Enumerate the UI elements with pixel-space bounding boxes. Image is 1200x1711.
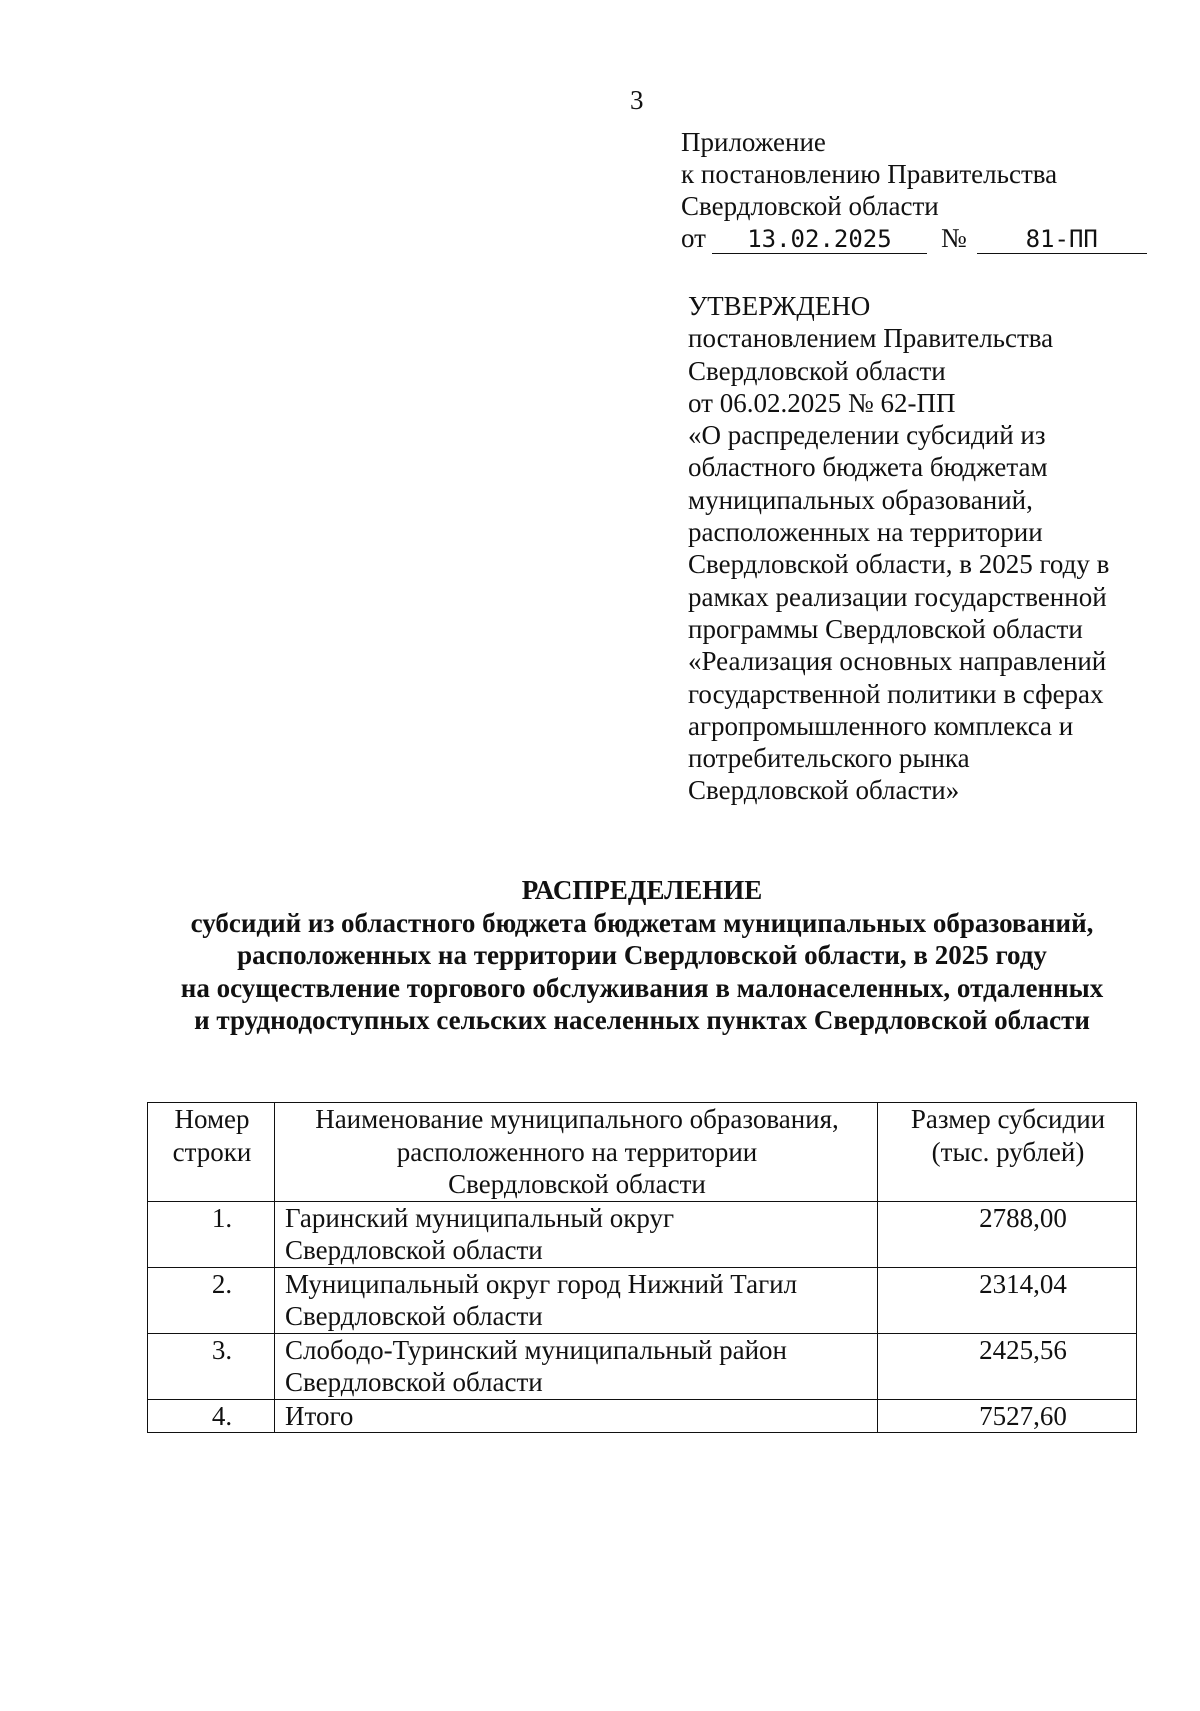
approved-line: программы Свердловской области [688, 613, 1083, 644]
header-subsidy-amount [878, 1103, 1137, 1202]
appendix-date-line [681, 222, 1147, 254]
municipality-name [275, 1201, 878, 1267]
row-number: 2. [148, 1267, 275, 1333]
approved-line: потребительского рынка [688, 743, 970, 774]
approved-line: от 06.02.2025 № 62-ПП [688, 387, 956, 418]
header-text: Номер [174, 1104, 250, 1134]
approved-line: Свердловской области, в 2025 году в [688, 549, 1110, 580]
approved-line: УТВЕРЖДЕНО [688, 291, 871, 321]
row-number: 3. [148, 1333, 275, 1399]
approved-line: «О распределении субсидий из [688, 420, 1046, 451]
header-row-number [148, 1103, 275, 1202]
approved-line: муниципальных образований, [688, 484, 1033, 515]
approved-line: Свердловской области» [688, 775, 960, 806]
name-line: Слободо-Туринский муниципальный район [285, 1334, 787, 1365]
row-number: 1. [148, 1201, 275, 1267]
subsidy-amount: 7527,60 [878, 1399, 1137, 1433]
approved-line: областного бюджета бюджетам [688, 452, 1048, 483]
header-text: расположенного на территории [396, 1136, 758, 1167]
municipality-name [275, 1267, 878, 1333]
header-text: Размер субсидии [910, 1104, 1106, 1134]
approved-line: рамках реализации государственной [688, 581, 1107, 612]
approved-line: расположенных на территории [688, 517, 1043, 548]
header-text: Свердловской области [448, 1169, 706, 1199]
heading-title: РАСПРЕДЕЛЕНИЕ [521, 875, 763, 905]
approved-line: Свердловской области [688, 355, 946, 386]
approved-line: постановлением Правительства [688, 323, 1054, 354]
appendix-region: Свердловской области [681, 191, 939, 221]
subsidy-amount: 2788,00 [878, 1201, 1137, 1267]
subsidy-amount: 2425,56 [878, 1333, 1137, 1399]
heading-line: на осуществление торгового обслуживания в малонаселенных, отдаленных [180, 972, 1104, 1003]
table-row [148, 1333, 1137, 1399]
appendix-title: Приложение [681, 127, 826, 157]
heading-line: расположенных на территории Свердловской области, в 2025 году [237, 940, 1047, 970]
header-municipality-name [275, 1103, 878, 1202]
appendix-block [681, 126, 1147, 254]
header-text: строки [172, 1136, 252, 1167]
subsidy-amount: 2314,04 [878, 1267, 1137, 1333]
table-row-total [148, 1399, 1137, 1433]
table-header-row [148, 1103, 1137, 1202]
approved-block [688, 290, 1158, 807]
municipality-name [275, 1399, 878, 1433]
page-number: 3 [630, 85, 644, 115]
row-number: 4. [148, 1399, 275, 1433]
number-prefix: № [940, 223, 967, 253]
name-line: Свердловской области [285, 1301, 543, 1331]
date-prefix: от [681, 223, 706, 253]
table-row [148, 1267, 1137, 1333]
name-line: Муниципальный округ город Нижний Тагил [285, 1268, 798, 1299]
distribution-table [147, 1102, 1137, 1433]
heading-line: субсидий из областного бюджета бюджетам муниципальных образований, [190, 907, 1094, 938]
approved-line: агропромышленного комплекса и [688, 710, 1074, 741]
resolution-date: 13.02.2025 [712, 225, 927, 254]
header-text: Наименование муниципального образования, [315, 1104, 839, 1134]
name-line: Итого [285, 1400, 354, 1431]
name-line: Свердловской области [285, 1235, 543, 1265]
approved-line: «Реализация основных направлений [688, 646, 1107, 677]
appendix-resolution-ref: к постановлению Правительства [681, 159, 1058, 189]
name-line: Свердловской области [285, 1367, 543, 1397]
resolution-number: 81-ПП [977, 225, 1147, 254]
header-text: (тыс. рублей) [931, 1136, 1085, 1167]
name-line: Гаринский муниципальный округ [285, 1202, 675, 1233]
heading-line: и труднодоступных сельских населенных пунктах Свердловской области [194, 1005, 1090, 1035]
document-heading [0, 874, 1200, 1037]
municipality-name [275, 1333, 878, 1399]
approved-line: государственной политики в сферах [688, 678, 1104, 709]
table-row [148, 1201, 1137, 1267]
